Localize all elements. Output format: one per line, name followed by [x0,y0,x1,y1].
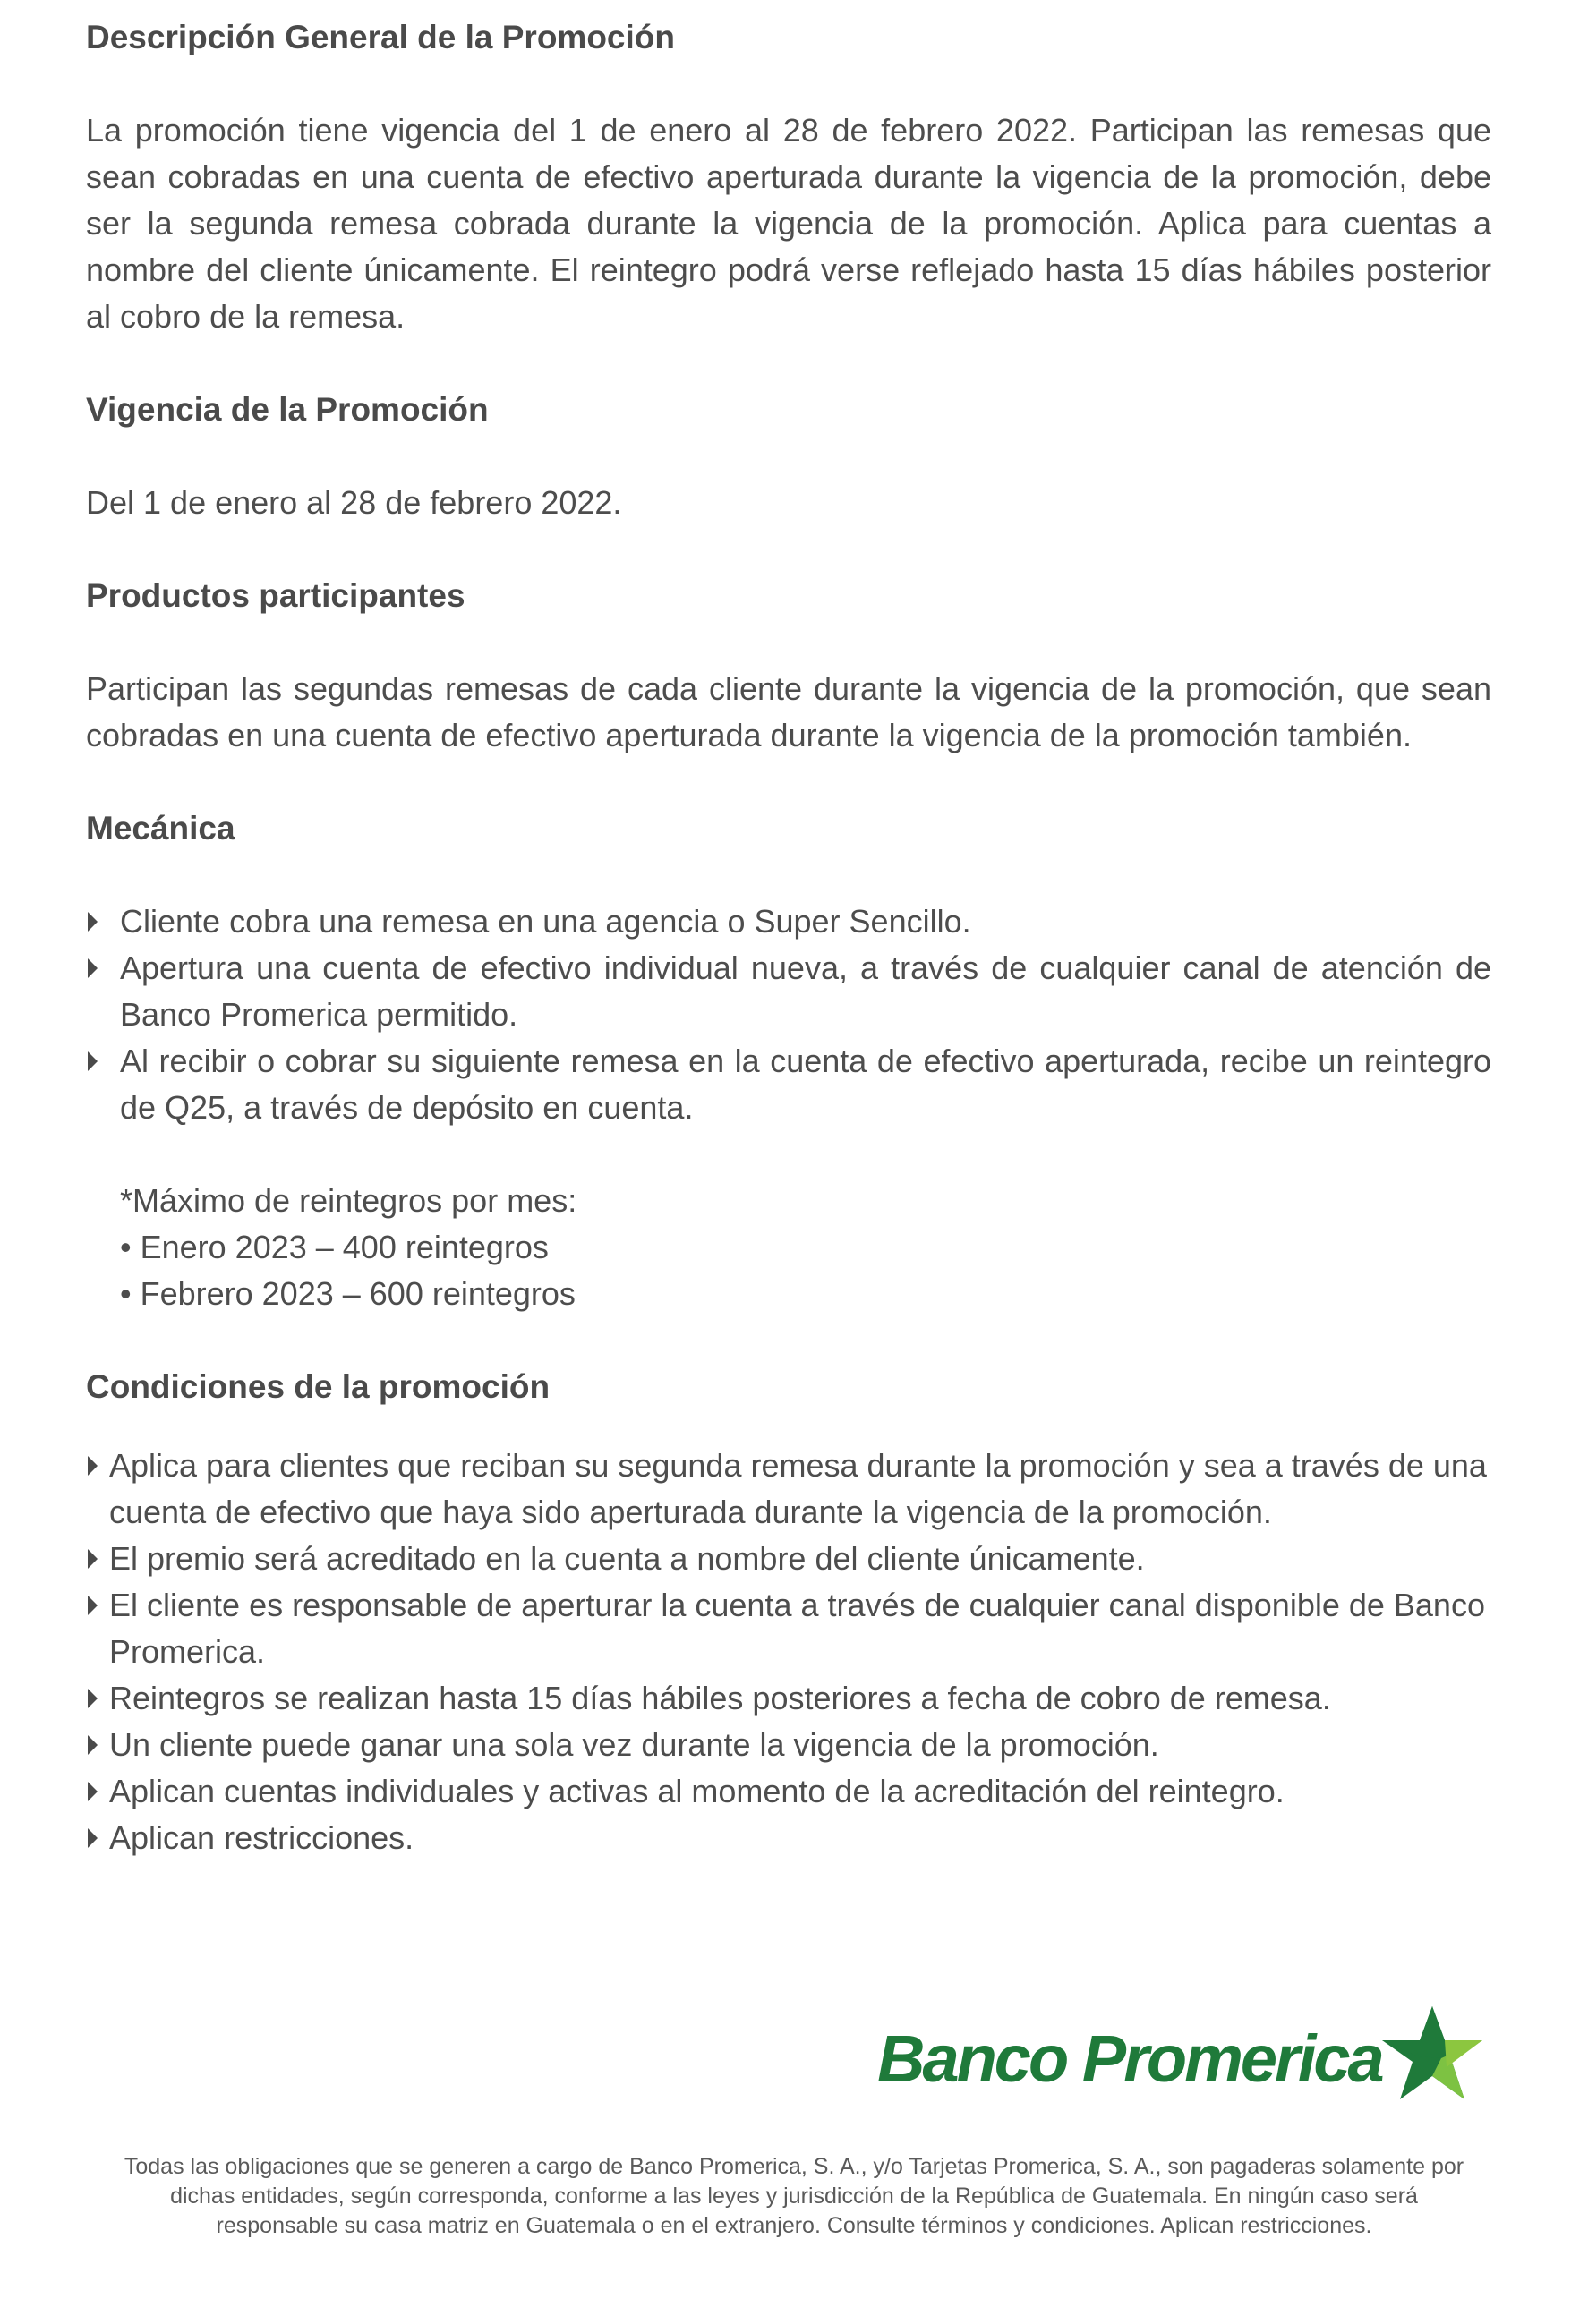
triangle-bullet-icon [88,1596,98,1615]
heading-mecanica: Mecánica [86,810,235,847]
list-item [86,1443,1491,1536]
productos-text: Participan las segundas remesas de cada cliente durante la vigencia de la promoción, que sean cobradas en una cuenta de efectivo aperturada durante la vigencia de la promoción también. [86,670,1491,753]
triangle-bullet-icon [88,1782,98,1801]
condiciones-item-text: El cliente es responsable de aperturar la cuenta a través de cualquier canal disponible de Banco Promerica. [109,1587,1485,1670]
banco-promerica-logo [877,2005,1504,2112]
mecanica-item-text: Al recibir o cobrar su siguiente remesa en la cuenta de efectivo aperturada, recibe un reintegro de Q25, a través de depósito en cuenta. [120,1043,1491,1126]
list-item [86,1582,1491,1675]
legal-disclaimer: Todas las obligaciones que se generen a cargo de Banco Promerica, S. A., y/o Tarjetas Promerica, S. A., son pagaderas solamente por dichas entidades, según corresponda, conforme a las leyes y jurisdicción de la República de Guatemala. En ningún caso será responsable su casa matriz en Guatemala o en el extranjero. Consulte términos y condiciones. Aplican restricciones. [124,2154,1464,2238]
triangle-bullet-icon [88,1689,98,1708]
logo-wordmark: Banco Promerica [877,2022,1382,2096]
heading-vigencia: Vigencia de la Promoción [86,391,489,428]
max-reintegros-block [86,1178,1491,1317]
max-reintegros-item: • Enero 2023 – 400 reintegros [120,1229,549,1265]
general-description: La promoción tiene vigencia del 1 de enero al 28 de febrero 2022. Participan las remesas que sean cobradas en una cuenta de efectivo aperturada durante la vigencia de la promoción, debe ser la segunda remesa cobrada durante la vigencia de la promoción. Aplica para cuentas a nombre del cliente únicamente. El reintegro podrá verse reflejado hasta 15 días hábiles posterior al cobro de la remesa. [86,112,1491,335]
triangle-bullet-icon [88,1828,98,1848]
max-reintegros-title: *Máximo de reintegros por mes: [120,1182,577,1219]
heading-condiciones: Condiciones de la promoción [86,1368,551,1405]
heading-productos: Productos participantes [86,577,465,614]
condiciones-item-text: Aplica para clientes que reciban su segunda remesa durante la promoción y sea a través de una cuenta de efectivo que haya sido aperturada durante la vigencia de la promoción. [109,1447,1487,1530]
condiciones-item-text: Reintegros se realizan hasta 15 días hábiles posteriores a fecha de cobro de remesa. [109,1680,1331,1716]
condiciones-item-text: Aplican cuentas individuales y activas al momento de la acreditación del reintegro. [109,1773,1285,1809]
triangle-bullet-icon [88,912,98,932]
max-reintegros-item: • Febrero 2023 – 600 reintegros [120,1275,576,1312]
triangle-bullet-icon [88,1549,98,1569]
list-item [86,1722,1491,1768]
heading-general: Descripción General de la Promoción [86,19,675,55]
list-item [86,1038,1491,1131]
condiciones-item-text: Un cliente puede ganar una sola vez durante la vigencia de la promoción. [109,1726,1159,1763]
triangle-bullet-icon [88,1456,98,1476]
mecanica-list [86,898,1491,1131]
mecanica-item-text: Cliente cobra una remesa en una agencia o Super Sencillo. [120,903,971,940]
list-item [86,1815,1491,1861]
list-item [86,1536,1491,1582]
list-item [86,1768,1491,1815]
condiciones-item-text: El premio será acreditado en la cuenta a nombre del cliente únicamente. [109,1540,1145,1577]
promotion-document [86,14,1491,1861]
mecanica-item-text: Apertura una cuenta de efectivo individual nueva, a través de cualquier canal de atención de Banco Promerica permitido. [120,949,1491,1033]
list-item [86,898,1491,945]
list-item [86,1675,1491,1722]
vigencia-text: Del 1 de enero al 28 de febrero 2022. [86,484,622,521]
triangle-bullet-icon [88,958,98,978]
condiciones-list [86,1443,1491,1861]
condiciones-item-text: Aplican restricciones. [109,1819,414,1856]
star-icon [1379,2005,1486,2103]
triangle-bullet-icon [88,1735,98,1755]
list-item [86,945,1491,1038]
triangle-bullet-icon [88,1051,98,1071]
